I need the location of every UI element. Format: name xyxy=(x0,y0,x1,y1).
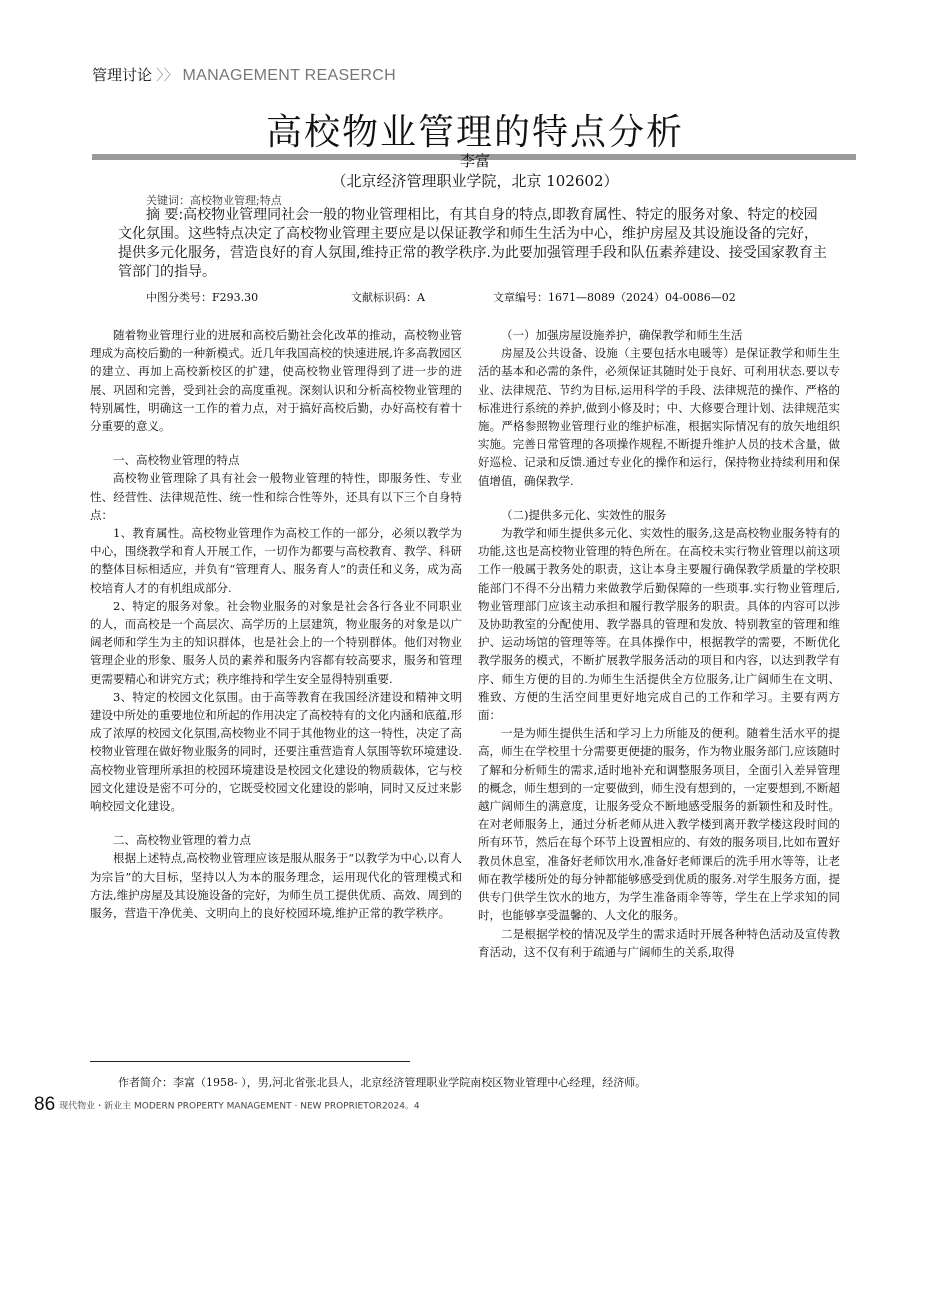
chevron-separator: 〉〉 xyxy=(156,66,179,84)
paragraph: 随着物业管理行业的进展和高校后勤社会化改革的推动，高校物业管理成为高校后勤的一种新模式。近几年我国高校的快速进展,许多高教园区的建立、再加上高校新校区的扩建，使高校物业管理得到了进一步的进展、巩固和完善，受到社会的高度重视。深刻认识和分析高校物业管理的特别属性，明确这一工作的着力点，对于搞好高校后勤，办好高校有着十分重要的意义。 xyxy=(90,328,462,434)
page-footer xyxy=(34,1094,420,1116)
author-affiliation: （北京经济管理职业学院，北京 102602） xyxy=(331,172,619,190)
section-name-en: MANAGEMENT REASERCH xyxy=(182,67,396,84)
article-title: 高校物业管理的特点分析 xyxy=(265,112,684,153)
section-name-cn: 管理讨论 xyxy=(92,66,153,84)
paragraph: 1、教育属性。高校物业管理作为高校工作的一部分，必须以教学为中心，围绕教学和育人开展工作，一切作为都要与高校教育、教学、科研的整体目标相适应，并负有“管理育人、服务育人”的责任和义务，成为高校培育人才的有机组成部分. xyxy=(90,526,462,595)
page-number: 86 xyxy=(34,1094,56,1115)
paragraph: 3、特定的校园文化氛围。由于高等教育在我国经济建设和精神文明建设中所处的重要地位和所起的作用决定了高校特有的文化内涵和底蕴,形成了浓厚的校园文化氛围,高校物业不同于其他物业的这一特性，决定了高校物业管理在做好物业服务的同时，还要注重营造育人氛围等软环境建设.高校物业管理所承担的校园环境建设是校园文化建设的物质载体，它与校园文化建设是密不可分的，它既受校园文化建设的影响，同时又反过来影响校园文化建设。 xyxy=(90,689,462,814)
paragraph: 为教学和师生提供多元化、实效性的服务,这是高校物业服务特有的功能,这也是高校物业管理的特色所在。在高校未实行物业管理以前这项工作一般属于教务处的职责，这让本身主要履行确保教学质量的学校职能部门不得不分出精力来做教学后勤保障的一些琐事.实行物业管理后,物业管理部门应该主动承担和履行教学服务的职责。具体的内容可以涉及协助教室的分配使用、教学器具的管理和发放、特别教室的管理和维护、运动场馆的管理等等。在具体操作中，根据教学的需要，不断优化教学服务的模式，不断扩展教学服务活动的项目和内容，以达到教学有序、师生方便的目的.为师生生活提供全方位服务,让广阔师生在文明、雅致、方便的生活空间里更好地完成自己的工作和学习。主要有两方面： xyxy=(478,526,840,723)
subsection-heading: （二)提供多元化、实效性的服务 xyxy=(501,507,667,522)
paragraph: 房屋及公共设备、设施（主要包括水电暖等）是保证教学和师生生活的基本和必需的条件，必须保证其随时处于良好、可利用状态.要以专业、法律规范、节约为目标,运用科学的手段、法律规范的操作、严格的标准进行系统的养护,做到小修及时；中、大修要合理计划、法律规范实施。严格参照物业管理行业的维护标准，根据实际情况有的放矢地组织实施。完善日常管理的各项操作规程,不断提升维护人员的技术含量，做好巡检、记录和反馈.通过专业化的操作和运行，保持物业持续利用和保值增值，确保教学. xyxy=(478,346,840,488)
keywords: 关键词：高校物业管理;特点 xyxy=(146,194,282,207)
article-number: 文章编号：1671—8089（2024）04-0086—02 xyxy=(493,291,736,304)
right-column xyxy=(478,326,840,961)
paragraph: 一是为师生提供生活和学习上力所能及的便利。随着生活水平的提高，师生在学校里十分需要更便捷的服务，作为物业服务部门,应该随时了解和分析师生的需求,适时地补充和调整服务项目，全面引入差异管理的概念，师生想到的一定要做到，师生没有想到的，一定要想到,不断超越广阔师生的满意度，让服务受众不断地感受服务的新颖性和及时性。在对老师服务上，通过分析老师从进入教学楼到离开教学楼这段时间的所有环节，然后在每个环节上设置相应的、有效的服务项目,比如布置好教员休息室，准备好老师饮用水,准备好老师课后的洗手用水等等，让老师在教学楼所处的每分钟都能够感受到优质的服务.对学生服务方面，提供专门供学生饮水的地方，为学生准备雨伞等等，学生在上学求知的同时，也能够享受温馨的、人文化的服务。 xyxy=(478,726,840,923)
paragraph: 2、特定的服务对象。社会物业服务的对象是社会各行各业不同职业的人，而高校是一个高层次、高学历的上层建筑，物业服务的对象是以广阔老师和学生为主的知识群体，也是社会上的一个特别群体。他们对物业管理企业的形象、服务人员的素养和服务内容都有较高要求，服务和管理更需要精心和讲究方式；秩序维持和学生安全显得特别重要. xyxy=(90,598,462,686)
author-name: 李富 xyxy=(459,152,490,170)
clc-number: 中图分类号：F293.30 xyxy=(146,291,259,304)
paragraph: 高校物业管理除了具有社会一般物业管理的特性，即服务性、专业性、经营性、法律规范性、统一性和综合性等外，还具有以下三个自身特点： xyxy=(90,471,462,522)
journal-name: 现代物业・新业主 MODERN PROPERTY MANAGEMENT · NEW PROPRIETOR2024。4 xyxy=(59,1101,420,1112)
paragraph: 根据上述特点,高校物业管理应该是服从服务于“以教学为中心,以育人为宗旨”的大目标，坚持以人为本的服务理念，运用现代化的管理模式和方法,维护房屋及其设施设备的完好，为师生员工提供优质、高效、周到的服务，营造干净优美、文明向上的良好校园环境,维护正常的教学秩序。 xyxy=(90,851,462,921)
document-code: 文献标识码：A xyxy=(351,291,425,304)
subsection-heading: （一）加强房屋设施养护，确保教学和师生生活 xyxy=(501,328,743,342)
classification-row xyxy=(146,289,786,305)
abstract-text: 摘 要:高校物业管理同社会一般的物业管理相比，有其自身的特点,即教育属性、特定的服务对象、特定的校园文化氛围。这些特点决定了高校物业管理主要应是以保证教学和师生生活为中心，维护房屋及其设施设备的完好，提供多元化服务，营造良好的育人氛围,维持正常的教学秩序.为此要加强管理手段和队伍素养建设、接受国家教育主管部门的指导。 xyxy=(118,207,827,280)
footnote-rule xyxy=(90,1061,410,1062)
section-heading: 一、高校物业管理的特点 xyxy=(113,453,240,468)
left-column xyxy=(90,326,462,922)
abstract xyxy=(118,206,830,282)
section-heading: 二、高校物业管理的着力点 xyxy=(113,833,251,848)
author-bio: 作者简介：李富（1958- ），男,河北省张北县人，北京经济管理职业学院南校区物业管理中心经理，经济师。 xyxy=(118,1076,647,1089)
running-header xyxy=(92,64,396,85)
paragraph: 二是根据学校的情况及学生的需求适时开展各种特色活动及宣传教育活动，这不仅有利于疏通与广阔师生的关系,取得 xyxy=(478,926,840,959)
